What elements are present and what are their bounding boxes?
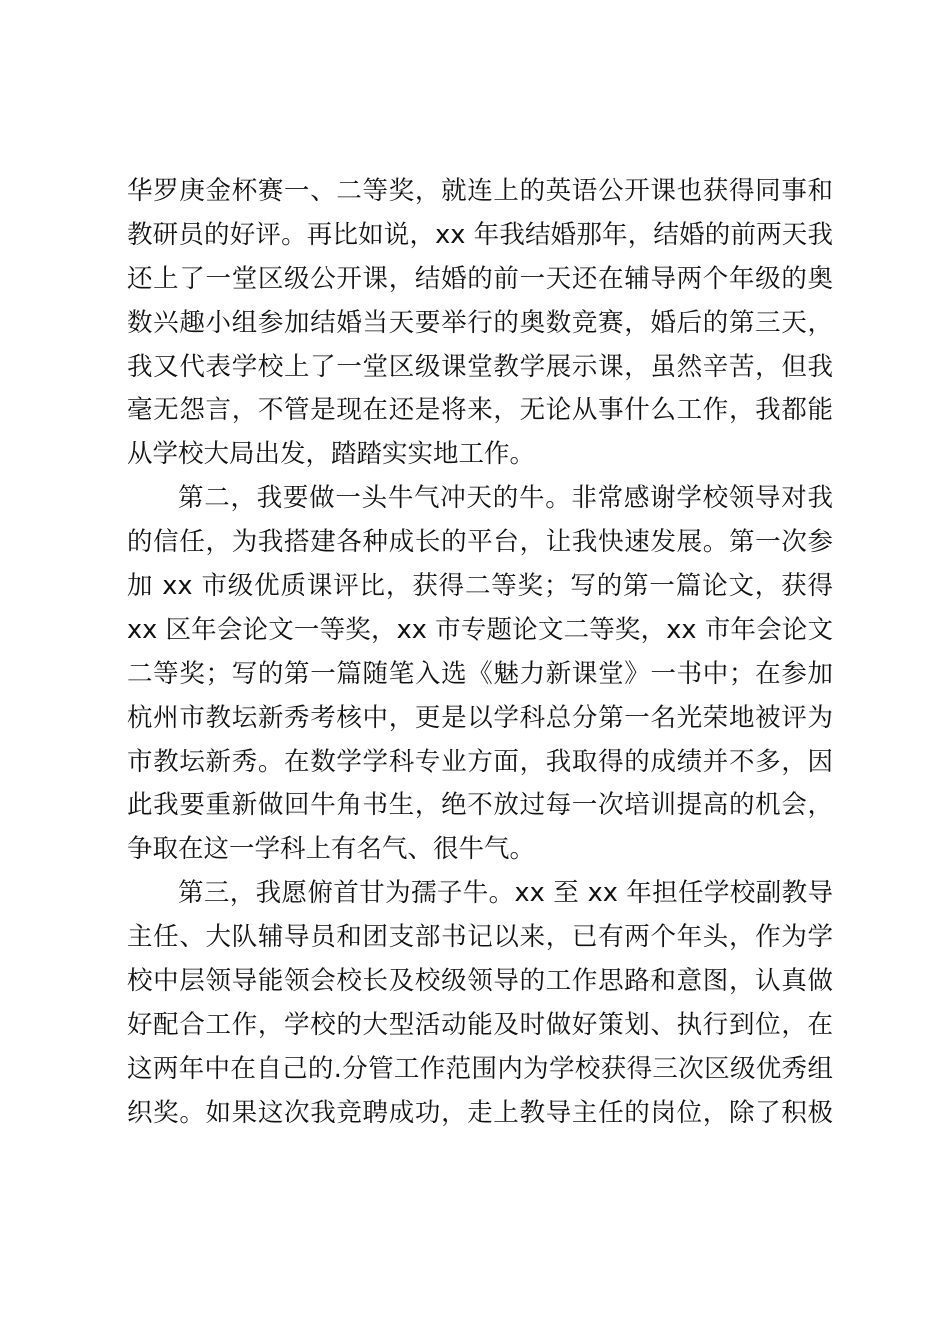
text-line: 我又代表学校上了一堂区级课堂教学展示课，虽然辛苦，但我 [127,351,833,382]
text-line: 从学校大局出发，踏踏实实地工作。 [127,439,536,470]
text-line: 市教坛新秀。在数学学科专业方面，我取得的成绩并不多，因 [127,746,833,777]
text-line: 校中层领导能领会校长及校级领导的工作思路和意图，认真做 [127,966,833,997]
text-line: 这两年中在自己的.分管工作范围内为学校获得三次区级优秀组 [127,1053,833,1084]
text-line: 教研员的好评。再比如说，xx 年我结婚那年，结婚的前两天我 [127,219,833,250]
text-line: 杭州市教坛新秀考核中，更是以学科总分第一名光荣地被评为 [127,702,833,733]
text-line: 织奖。如果这次我竞聘成功，走上教导主任的岗位，除了积极 [127,1097,833,1128]
text-line: 毫无怨言，不管是现在还是将来，无论从事什么工作，我都能 [127,395,833,426]
text-line: 加 xx 市级优质课评比，获得二等奖；写的第一篇论文，获得 [127,571,833,602]
text-line: 的信任，为我搭建各种成长的平台，让我快速发展。第一次参 [127,527,833,558]
text-line: 华罗庚金杯赛一、二等奖，就连上的英语公开课也获得同事和 [127,176,833,206]
text-line: 二等奖；写的第一篇随笔入选《魅力新课堂》一书中；在参加 [127,658,833,689]
text-line: 争取在这一学科上有名气、很牛气。 [127,834,536,865]
paragraph-start-line: 第三，我愿俯首甘为孺子牛。xx 至 xx 年担任学校副教导 [178,878,833,909]
text-line: 好配合工作，学校的大型活动能及时做好策划、执行到位，在 [127,1009,833,1040]
text-line: 还上了一堂区级公开课，结婚的前一天还在辅导两个年级的奥 [127,263,833,294]
body-text [127,170,833,1136]
text-line: xx 区年会论文一等奖，xx 市专题论文二等奖，xx 市年会论文 [127,614,833,645]
text-line: 此我要重新做回牛角书生，绝不放过每一次培训提高的机会， [127,790,833,821]
text-line: 数兴趣小组参加结婚当天要举行的奥数竞赛，婚后的第三天， [127,307,833,338]
text-line: 主任、大队辅导员和团支部书记以来，已有两个年头，作为学 [127,922,833,953]
paragraph-start-line: 第二，我要做一头牛气冲天的牛。非常感谢学校领导对我 [178,483,833,514]
